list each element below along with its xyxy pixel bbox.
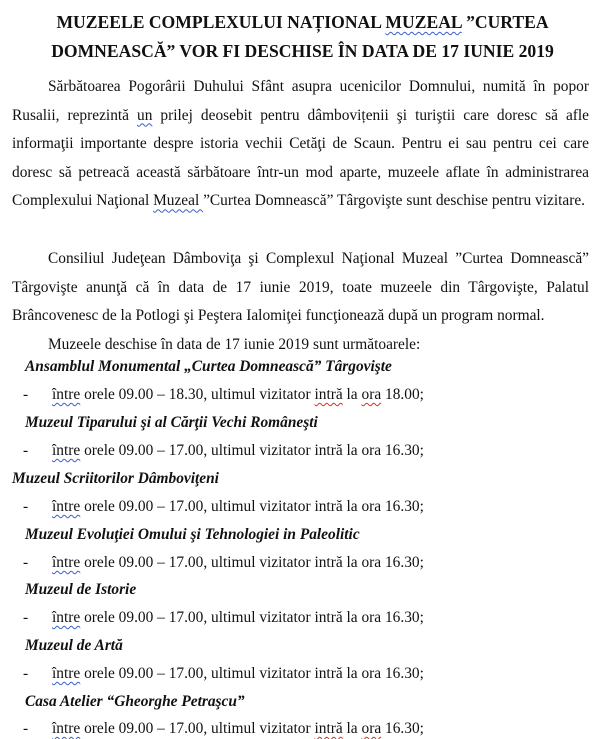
list-dash: - (23, 386, 29, 403)
museum-name: Muzeul Tiparului şi al Cărţii Vechi Româneşti (25, 414, 318, 431)
museum-name: Casa Atelier “Gheorghe Petraşcu” (25, 693, 245, 710)
title-line-2: DOMNEASCĂ” VOR FI DESCHISE ÎN DATA DE 17 IUNIE 2019 (51, 41, 554, 61)
museum-name: Muzeul de Istorie (25, 581, 137, 598)
grammar-flag[interactable]: între (52, 720, 81, 737)
paragraph-list-intro: Muzeele deschise în data de 17 iunie 2019 sunt următoarele: (48, 336, 421, 353)
grammar-flag[interactable]: MUZEAL (385, 12, 462, 32)
spelling-flag[interactable]: ora (361, 386, 382, 403)
spelling-flag[interactable]: intră (314, 386, 343, 403)
grammar-flag[interactable]: între (52, 665, 81, 682)
grammar-flag[interactable]: între (52, 386, 81, 403)
museum-name: Muzeul Scriitorilor Dâmboviţeni (12, 470, 219, 487)
grammar-flag[interactable]: între (52, 498, 81, 515)
grammar-flag[interactable]: Muzeal (153, 192, 204, 210)
grammar-flag[interactable]: între (52, 609, 81, 626)
title-line-1: MUZEELE COMPLEXULUI NAȚIONAL MUZEAL ”CURTEA (56, 12, 549, 32)
grammar-flag[interactable]: între (52, 442, 81, 459)
spelling-flag[interactable]: ora (361, 720, 382, 737)
museum-name: Muzeul Evoluţiei Omului şi Tehnologiei in Paleolitic (25, 526, 360, 543)
paragraph-intro: Sărbătoarea Pogorârii Duhului Sfânt asupra ucenicilor Domnului, numită în popor Rusalii, reprezintă un prilej deosebit pentru dâmbovițenii şi turiştii care doresc să afle informaţii importante despre istoria vechii Cetăţi de Scaun. Pentru ei sau pentru cei care doresc să petreacă această sărbătoare într-un mod aparte, muzeele aflate în administrarea Complexului Naţional Muzeal ”Curtea Domnească” Târgovişte sunt deschise pentru vizitare. (12, 78, 590, 210)
list-dash: - (23, 720, 29, 737)
list-dash: - (23, 442, 29, 459)
museum-name: Ansamblul Monumental „Curtea Domnească” Târgovişte (25, 358, 392, 375)
list-dash: - (23, 609, 29, 626)
museum-name: Muzeul de Artă (25, 637, 123, 654)
spelling-flag[interactable]: intră (314, 720, 343, 737)
grammar-flag[interactable]: un (137, 106, 153, 124)
document-title (0, 8, 605, 66)
list-dash: - (23, 554, 29, 571)
grammar-flag[interactable]: între (52, 554, 81, 571)
list-dash: - (23, 498, 29, 515)
list-dash: - (23, 665, 29, 682)
paragraph-announcement: Consiliul Judeţean Dâmboviţa şi Complexul Naţional Muzeal ”Curtea Domnească” Târgovişte anunţă că în data de 17 iunie 2019, toate muzeele din Târgovişte, Palatul Brâncovenesc de la Potlogi şi Peştera Ialomiţei funcţionează după un program normal. (12, 250, 589, 325)
